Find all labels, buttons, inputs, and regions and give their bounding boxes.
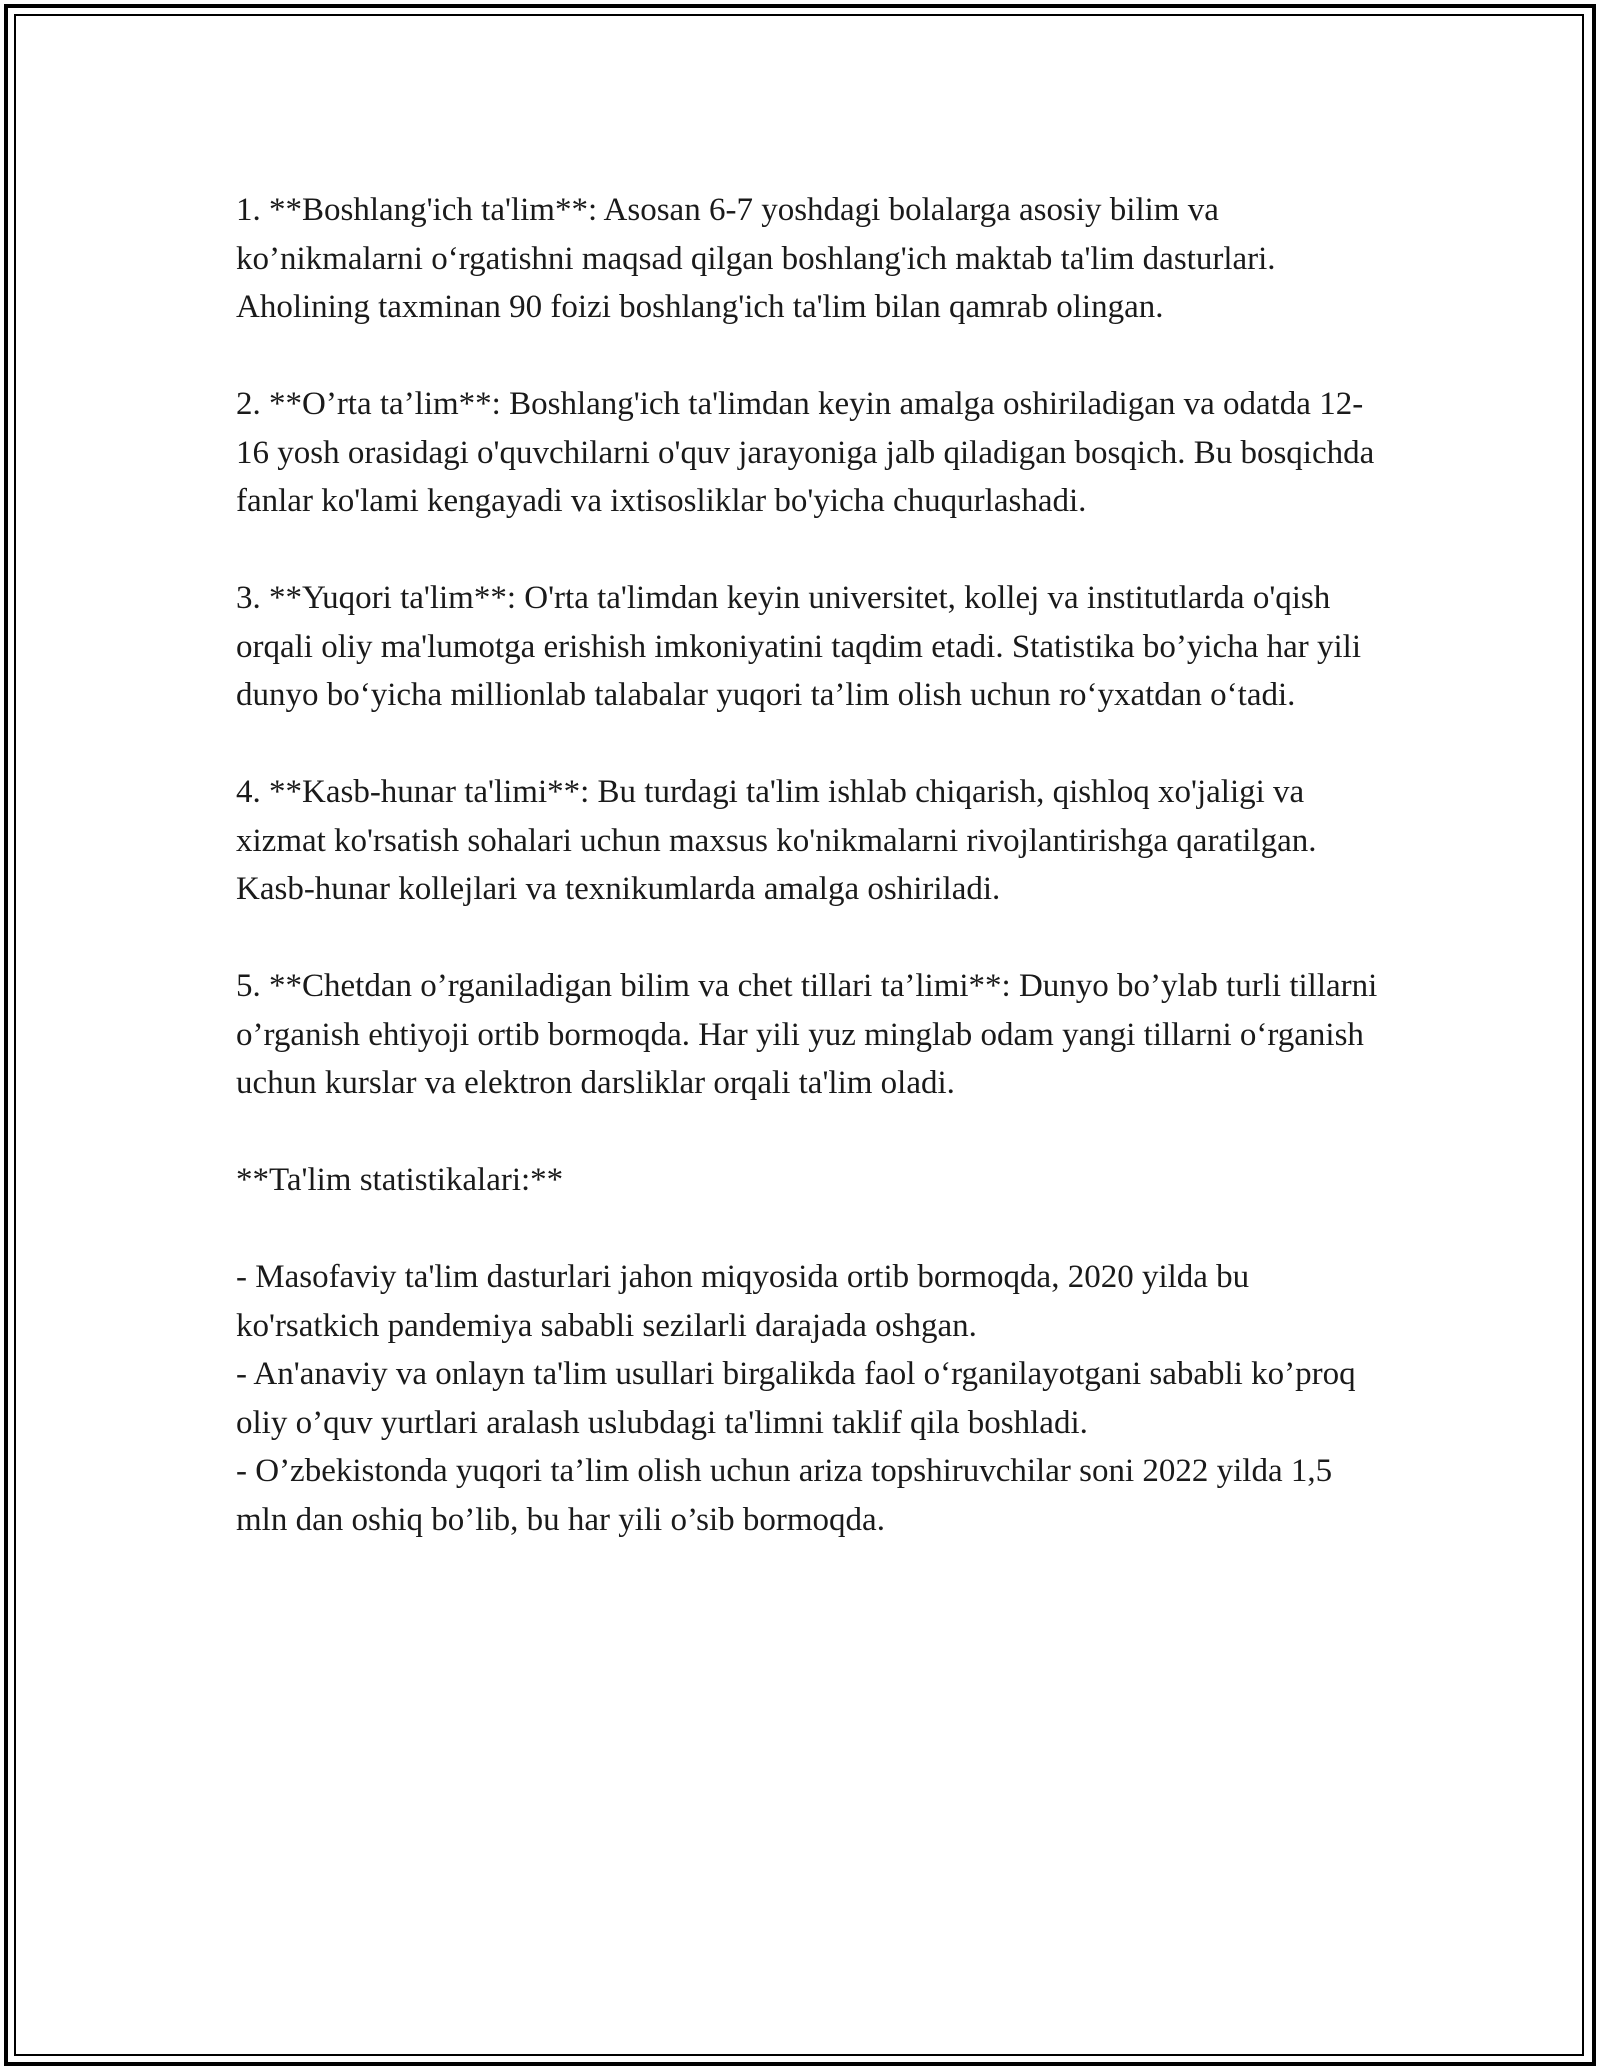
document-body xyxy=(236,186,1386,1544)
statistics-bullet: - O’zbekistonda yuqori ta’lim olish uchun ariza topshiruvchilar soni 2022 yilda 1,5 mln dan oshiq bo’lib, bu har yili o’sib bormoqda. xyxy=(236,1453,1333,1538)
statistics-bullet: - Masofaviy ta'lim dasturlari jahon miqyosida ortib bormoqda, 2020 yilda bu ko'rsatkich pandemiya sababli sezilarli darajada oshgan. xyxy=(236,1259,1250,1344)
statistics-heading: **Ta'lim statistikalari:** xyxy=(236,1162,564,1198)
paragraph-vocational-education: 4. **Kasb-hunar ta'limi**: Bu turdagi ta'lim ishlab chiqarish, qishloq xo'jaligi va xizmat ko'rsatish sohalari uchun maxsus ko'nikmalarni rivojlantirishga qaratilgan. Kasb-hunar kollejlari va texnikumlarda amalga oshiriladi. xyxy=(236,774,1317,907)
statistics-bullet: - An'anaviy va onlayn ta'lim usullari birgalikda faol o‘rganilayotgani sababli ko’proq oliy o’quv yurtlari aralash uslubdagi ta'limni taklif qila boshladi. xyxy=(236,1356,1356,1441)
paragraph-higher-education: 3. **Yuqori ta'lim**: O'rta ta'limdan keyin universitet, kollej va institutlarda o'qish orqali oliy ma'lumotga erishish imkoniyatini taqdim etadi. Statistika bo’yicha har yili dunyo bo‘yicha millionlab talabalar yuqori ta’lim olish uchun ro‘yxatdan o‘tadi. xyxy=(236,580,1361,713)
paragraph-language-education: 5. **Chetdan o’rganiladigan bilim va chet tillari ta’limi**: Dunyo bo’ylab turli tillarni o’rganish ehtiyoji ortib bormoqda. Har yili yuz minglab odam yangi tillarni o‘rganish uchun kurslar va elektron darsliklar orqali ta'lim oladi. xyxy=(236,968,1378,1101)
statistics-list xyxy=(236,1253,1386,1544)
paragraph-primary-education: 1. **Boshlang'ich ta'lim**: Asosan 6-7 yoshdagi bolalarga asosiy bilim va ko’nikmalarni o‘rgatishni maqsad qilgan boshlang'ich maktab ta'lim dasturlari. Aholining taxminan 90 foizi boshlang'ich ta'lim bilan qamrab olingan. xyxy=(236,192,1276,325)
paragraph-secondary-education: 2. **O’rta ta’lim**: Boshlang'ich ta'limdan keyin amalga oshiriladigan va odatda 12-16 yosh orasidagi o'quvchilarni o'quv jarayoniga jalb qiladigan bosqich. Bu bosqichda fanlar ko'lami kengayadi va ixtisosliklar bo'yicha chuqurlashadi. xyxy=(236,386,1375,519)
